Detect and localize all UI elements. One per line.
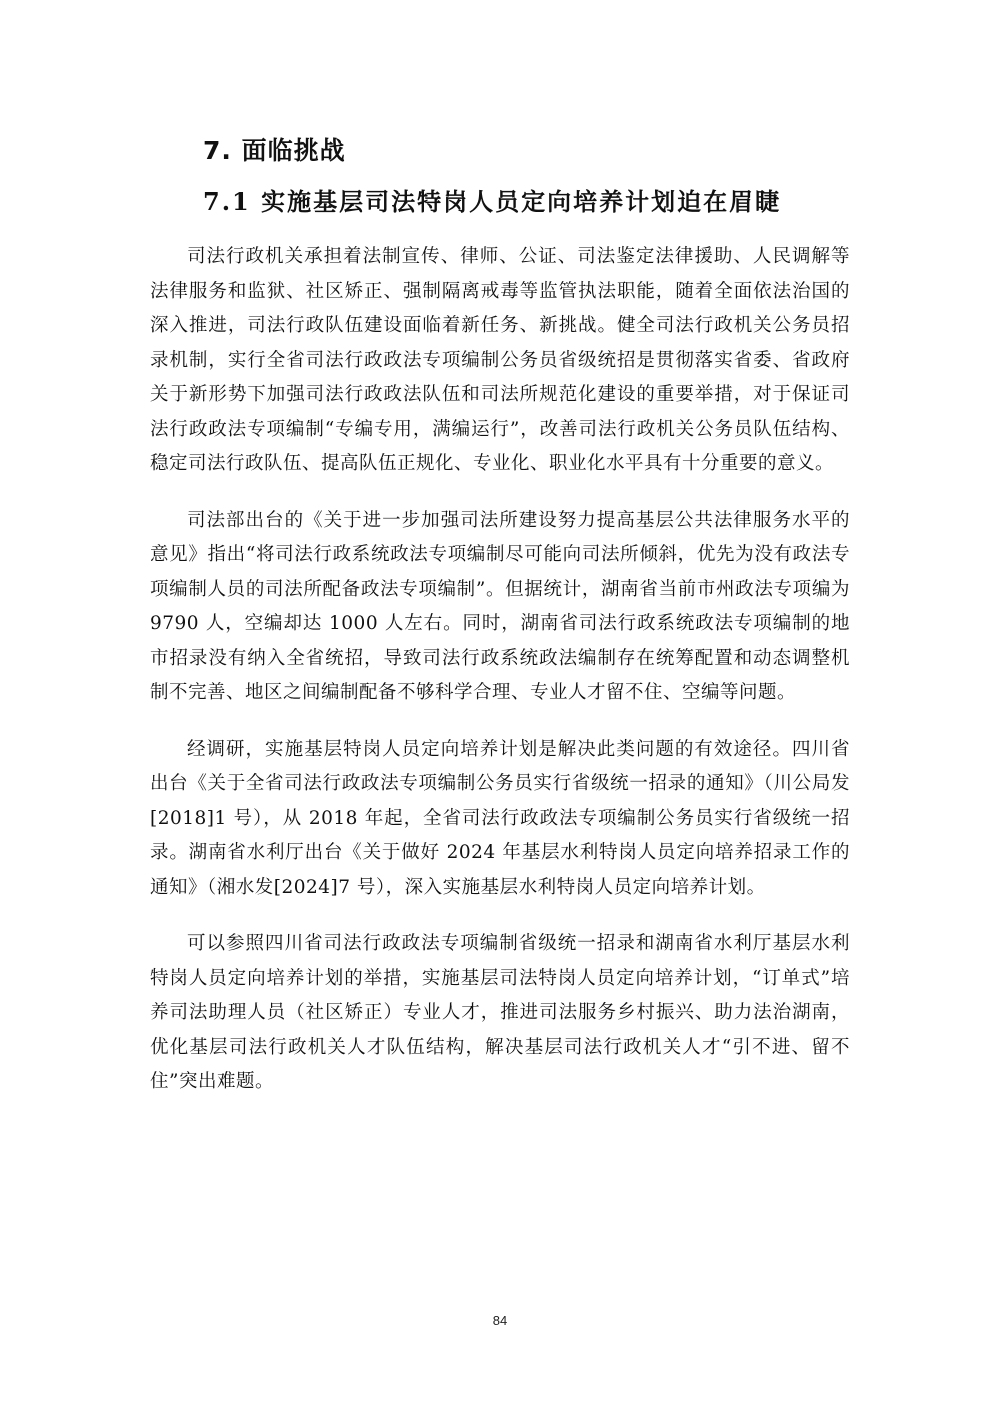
body-text [150,240,850,1122]
paragraph: 司法行政机关承担着法制宣传、律师、公证、司法鉴定法律援助、人民调解等法律服务和监狱、社区矫正、强制隔离戒毒等监管执法职能，随着全面依法治国的深入推进，司法行政队伍建设面临着新任务、新挑战。健全司法行政机关公务员招录机制，实行全省司法行政政法专项编制公务员省级统招是贯彻落实省委、省政府关于新形势下加强司法行政政法队伍和司法所规范化建设的重要举措，对于保证司法行政政法专项编制“专编专用，满编运行”，改善司法行政机关公务员队伍结构、稳定司法行政队伍、提高队伍正规化、专业化、职业化水平具有十分重要的意义。 [150,246,850,474]
page-number: 84 [492,1313,508,1328]
paragraph: 经调研，实施基层特岗人员定向培养计划是解决此类问题的有效途径。四川省出台《关于全省司法行政政法专项编制公务员实行省级统一招录的通知》（川公局发[2018]1 号），从 2018 年起，全省司法行政政法专项编制公务员实行省级统一招录。湖南省水利厅出台《关于做好 2024 年基层水利特岗人员定向培养招录工作的通知》（湘水发[2024]7 号），深入实施基层水利特岗人员定向培养计划。 [150,738,850,898]
section-heading: 7. 面临挑战 [203,136,346,165]
paragraph: 可以参照四川省司法行政政法专项编制省级统一招录和湖南省水利厅基层水利特岗人员定向培养计划的举措，实施基层司法特岗人员定向培养计划，“订单式”培养司法助理人员（社区矫正）专业人才，推进司法服务乡村振兴、助力法治湖南，优化基层司法行政机关人才队伍结构，解决基层司法行政机关人才“引不进、留不住”突出难题。 [150,933,850,1092]
subsection-heading: 7.1 实施基层司法特岗人员定向培养计划迫在眉睫 [203,187,782,216]
paragraph: 司法部出台的《关于进一步加强司法所建设努力提高基层公共法律服务水平的意见》指出“将司法行政系统政法专项编制尽可能向司法所倾斜，优先为没有政法专项编制人员的司法所配备政法专项编制”。但据统计，湖南省当前市州政法专项编为 9790 人，空编却达 1000 人左右。同时，湖南省司法行政系统政法专项编制的地市招录没有纳入全省统招，导致司法行政系统政法编制存在统筹配置和动态调整机制不完善、地区之间编制配备不够科学合理、专业人才留不住、空编等问题。 [150,509,850,703]
